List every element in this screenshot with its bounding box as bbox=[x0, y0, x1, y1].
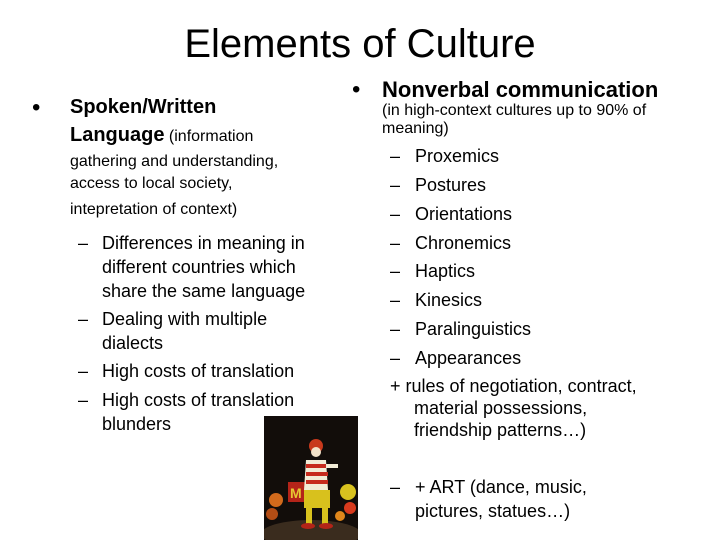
subitem-line: share the same language bbox=[102, 281, 306, 301]
slide-title: Elements of Culture bbox=[184, 22, 536, 66]
nonverbal-item: – Haptics bbox=[390, 261, 476, 281]
language-subitem bbox=[78, 231, 338, 303]
heading-note-line: access to local society, bbox=[70, 175, 233, 192]
rules-line: material possessions, bbox=[414, 398, 588, 418]
subitem-line: High costs of translation bbox=[102, 361, 295, 381]
nonverbal-item: – Postures bbox=[390, 175, 487, 195]
subitem-line: High costs of translation bbox=[102, 390, 295, 410]
language-heading: Language bbox=[70, 124, 165, 146]
nonverbal-note-line: (in high-context cultures up to 90% of bbox=[382, 102, 647, 119]
dash-icon: – bbox=[78, 390, 89, 410]
heading-note-start: (information bbox=[168, 128, 254, 145]
art-item bbox=[390, 475, 587, 523]
heading-note-line: gathering and understanding, bbox=[70, 153, 279, 170]
subitem-line: Differences in meaning in bbox=[102, 233, 305, 253]
bullet-icon: • bbox=[32, 94, 41, 121]
spoken-written-heading: Spoken/Written bbox=[70, 96, 217, 118]
dash-icon: – bbox=[390, 348, 401, 368]
performer-photo bbox=[264, 416, 358, 540]
dash-icon: – bbox=[78, 309, 89, 329]
language-heading-line bbox=[70, 122, 253, 150]
performer-on-stage-photo bbox=[264, 416, 358, 540]
art-line: pictures, statues…) bbox=[415, 501, 571, 521]
subitem-line: blunders bbox=[102, 414, 172, 434]
bullet-icon: • bbox=[352, 76, 361, 103]
dash-icon: – bbox=[390, 146, 401, 166]
subitem-line: Dealing with multiple bbox=[102, 309, 268, 329]
nonverbal-item: – Orientations bbox=[390, 204, 513, 224]
svg-text:M: M bbox=[290, 485, 302, 501]
dash-icon: – bbox=[78, 361, 89, 381]
dash-icon: – bbox=[390, 319, 401, 339]
dash-icon: – bbox=[390, 261, 401, 281]
dash-icon: – bbox=[390, 290, 401, 310]
language-subitem bbox=[78, 359, 338, 383]
subitem-line: dialects bbox=[102, 333, 164, 353]
nonverbal-item: – Kinesics bbox=[390, 290, 483, 310]
nonverbal-heading: Nonverbal communication bbox=[382, 77, 659, 102]
dash-icon: – bbox=[390, 233, 401, 253]
rules-line: friendship patterns…) bbox=[414, 420, 587, 440]
nonverbal-item: – Proxemics bbox=[390, 146, 500, 166]
nonverbal-item: – Chronemics bbox=[390, 233, 512, 253]
nonverbal-item: – Paralinguistics bbox=[390, 319, 532, 339]
subitem-line: different countries which bbox=[102, 257, 296, 277]
nonverbal-note-line: meaning) bbox=[382, 120, 449, 137]
dash-icon: – bbox=[390, 477, 401, 497]
dash-icon: – bbox=[390, 204, 401, 224]
rules-line: + rules of negotiation, contract, bbox=[390, 376, 637, 396]
heading-note-line: intepretation of context) bbox=[70, 201, 238, 218]
dash-icon: – bbox=[78, 233, 89, 253]
language-subitem bbox=[78, 307, 338, 355]
art-line: + ART (dance, music, bbox=[415, 477, 587, 497]
dash-icon: – bbox=[390, 175, 401, 195]
nonverbal-item: – Appearances bbox=[390, 348, 522, 368]
